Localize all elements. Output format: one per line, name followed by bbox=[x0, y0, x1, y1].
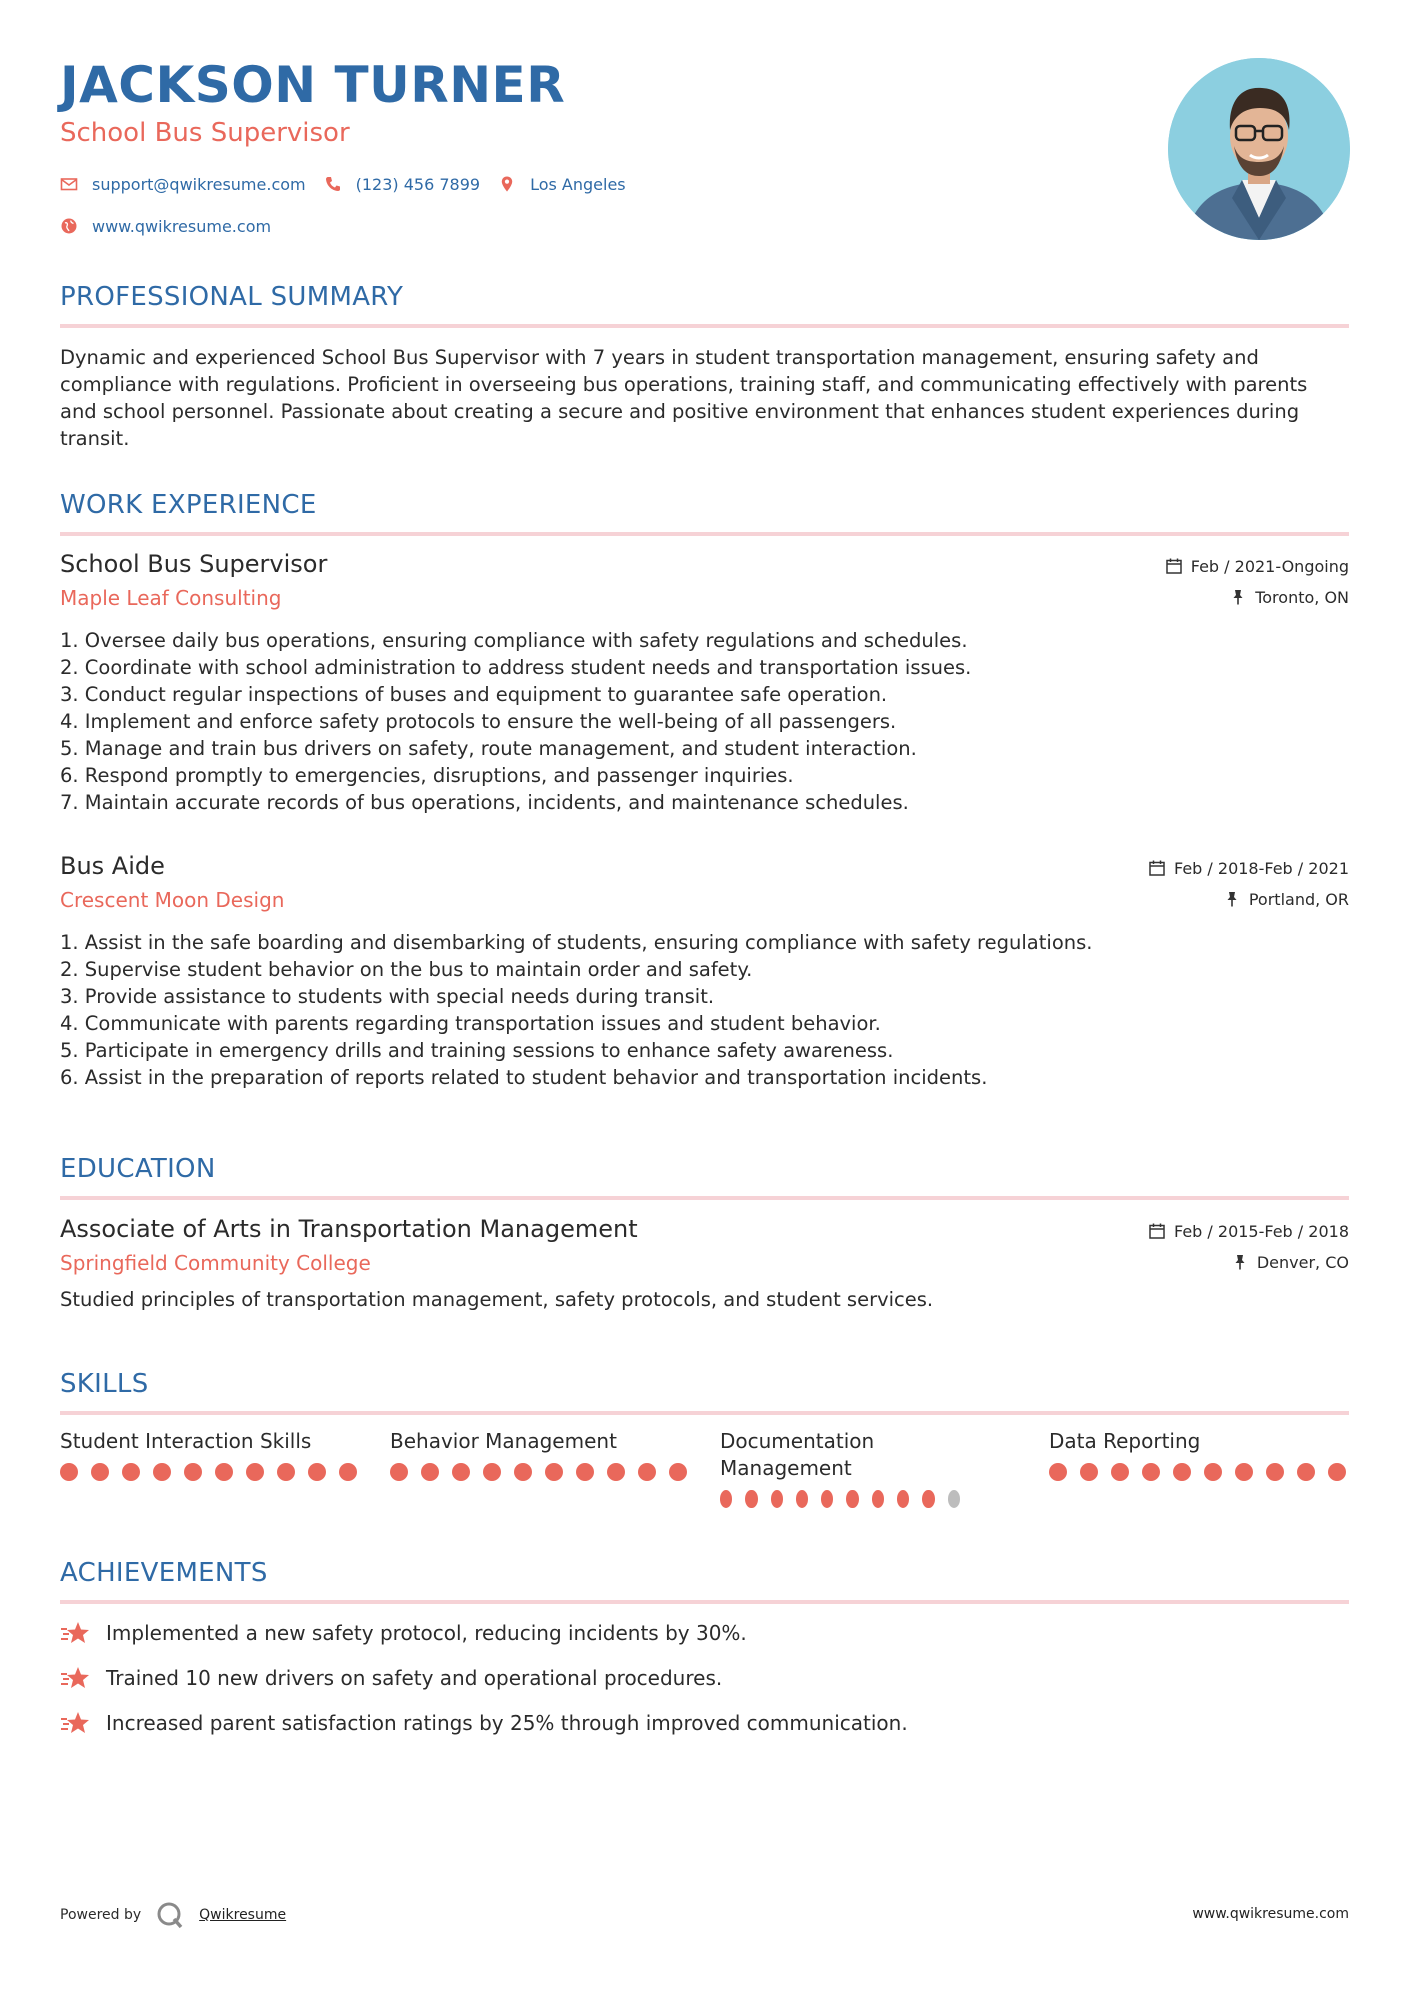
rating-dot-filled bbox=[607, 1463, 625, 1481]
calendar-icon bbox=[1165, 557, 1183, 575]
skill-item bbox=[720, 1428, 960, 1508]
summary-section-header bbox=[60, 281, 1349, 328]
rating-dot-filled bbox=[421, 1463, 439, 1481]
job-title: School Bus Supervisor bbox=[60, 550, 328, 578]
rating-dot-filled bbox=[745, 1490, 757, 1508]
rating-dot-filled bbox=[514, 1463, 532, 1481]
job-location: Toronto, ON bbox=[1255, 587, 1349, 607]
rating-dot-filled bbox=[1235, 1463, 1253, 1481]
job-meta bbox=[1165, 555, 1349, 617]
rating-dot-filled bbox=[308, 1463, 326, 1481]
avatar-illustration bbox=[1168, 58, 1350, 240]
job-company: Crescent Moon Design bbox=[60, 888, 285, 912]
rating-dot-filled bbox=[60, 1463, 78, 1481]
star-icon bbox=[60, 1665, 90, 1691]
skill-item bbox=[1049, 1428, 1349, 1481]
rating-dot-filled bbox=[872, 1490, 884, 1508]
section-divider bbox=[60, 324, 1349, 328]
rating-dot-filled bbox=[153, 1463, 171, 1481]
candidate-name: JACKSON TURNER bbox=[60, 56, 566, 114]
skill-name: Student Interaction Skills bbox=[60, 1429, 312, 1453]
list-item: 4. Communicate with parents regarding transportation issues and student behavior. bbox=[60, 1012, 881, 1035]
summary-heading: PROFESSIONAL SUMMARY bbox=[60, 282, 404, 312]
skill-rating bbox=[60, 1463, 360, 1481]
list-item: 7. Maintain accurate records of bus operations, incidents, and maintenance schedules. bbox=[60, 791, 909, 814]
list-item: 2. Coordinate with school administration to address student needs and transportation issues. bbox=[60, 656, 972, 679]
section-divider bbox=[60, 532, 1349, 536]
location-text: Los Angeles bbox=[530, 174, 626, 194]
skills-grid bbox=[60, 1428, 1349, 1518]
email-icon bbox=[60, 175, 78, 193]
candidate-title: School Bus Supervisor bbox=[60, 118, 350, 148]
star-icon bbox=[60, 1620, 90, 1646]
achievements-section-header bbox=[60, 1557, 1349, 1604]
skill-item bbox=[60, 1428, 360, 1481]
degree-title: Associate of Arts in Transportation Management bbox=[60, 1215, 638, 1243]
list-item: 1. Assist in the safe boarding and disembarking of students, ensuring compliance with safety regulations. bbox=[60, 931, 1093, 954]
education-location: Denver, CO bbox=[1256, 1252, 1349, 1272]
rating-dot-filled bbox=[390, 1463, 408, 1481]
rating-dot-filled bbox=[638, 1463, 656, 1481]
powered-by-label: Powered by bbox=[60, 1907, 142, 1923]
school-name: Springfield Community College bbox=[60, 1251, 371, 1275]
skill-rating bbox=[1049, 1463, 1349, 1481]
job-meta bbox=[1148, 857, 1349, 919]
rating-dot-filled bbox=[246, 1463, 264, 1481]
rating-dot-filled bbox=[122, 1463, 140, 1481]
education-description: Studied principles of transportation management, safety protocols, and student services. bbox=[60, 1288, 934, 1311]
skill-name: Documentation Management bbox=[720, 1429, 875, 1480]
job-location: Portland, OR bbox=[1248, 889, 1349, 909]
rating-dot-filled bbox=[1080, 1463, 1098, 1481]
section-divider bbox=[60, 1600, 1349, 1604]
rating-dot-filled bbox=[771, 1490, 783, 1508]
achievement-item bbox=[60, 1618, 1349, 1648]
achievements-list bbox=[60, 1618, 1349, 1753]
rating-dot-filled bbox=[184, 1463, 202, 1481]
rating-dot-filled bbox=[846, 1490, 858, 1508]
list-item: 6. Respond promptly to emergencies, disruptions, and passenger inquiries. bbox=[60, 764, 794, 787]
skill-rating bbox=[720, 1490, 960, 1508]
list-item: 5. Manage and train bus drivers on safety, route management, and student interaction. bbox=[60, 737, 917, 760]
skill-name: Data Reporting bbox=[1049, 1429, 1201, 1453]
job-dates: Feb / 2021-Ongoing bbox=[1190, 556, 1349, 576]
achievements-heading: ACHIEVEMENTS bbox=[60, 1558, 268, 1588]
website-link[interactable]: www.qwikresume.com bbox=[92, 216, 272, 236]
experience-section-header bbox=[60, 489, 1349, 536]
section-divider bbox=[60, 1411, 1349, 1415]
map-pin-icon bbox=[498, 175, 516, 193]
calendar-icon bbox=[1148, 859, 1166, 877]
job-title: Bus Aide bbox=[60, 852, 165, 880]
qwikresume-logo-icon bbox=[155, 1900, 185, 1930]
email-link[interactable]: support@qwikresume.com bbox=[92, 174, 306, 194]
rating-dot-filled bbox=[897, 1490, 909, 1508]
pin-icon bbox=[1229, 588, 1247, 606]
brand-link[interactable]: Qwikresume bbox=[199, 1907, 287, 1923]
education-meta bbox=[1148, 1220, 1349, 1282]
list-item: 5. Participate in emergency drills and training sessions to enhance safety awareness. bbox=[60, 1039, 894, 1062]
contact-info bbox=[60, 172, 626, 256]
globe-icon bbox=[60, 217, 78, 235]
rating-dot-filled bbox=[922, 1490, 934, 1508]
rating-dot-filled bbox=[215, 1463, 233, 1481]
rating-dot-filled bbox=[545, 1463, 563, 1481]
rating-dot-filled bbox=[1328, 1463, 1346, 1481]
rating-dot-filled bbox=[1204, 1463, 1222, 1481]
rating-dot-filled bbox=[339, 1463, 357, 1481]
rating-dot-filled bbox=[669, 1463, 687, 1481]
education-entry bbox=[60, 1214, 1349, 1313]
rating-dot-filled bbox=[1049, 1463, 1067, 1481]
rating-dot-filled bbox=[1266, 1463, 1284, 1481]
phone-icon bbox=[324, 175, 342, 193]
pin-icon bbox=[1231, 1253, 1249, 1271]
list-item: 4. Implement and enforce safety protocols to ensure the well-being of all passengers. bbox=[60, 710, 897, 733]
section-divider bbox=[60, 1196, 1349, 1200]
rating-dot-filled bbox=[91, 1463, 109, 1481]
skill-item bbox=[390, 1428, 690, 1481]
rating-dot-filled bbox=[1173, 1463, 1191, 1481]
rating-dot-filled bbox=[821, 1490, 833, 1508]
rating-dot-filled bbox=[720, 1490, 732, 1508]
list-item: 1. Oversee daily bus operations, ensuring compliance with safety regulations and schedules. bbox=[60, 629, 968, 652]
rating-dot-filled bbox=[1297, 1463, 1315, 1481]
achievement-item bbox=[60, 1708, 1349, 1738]
rating-dot-filled bbox=[1111, 1463, 1129, 1481]
resume-page bbox=[60, 0, 1349, 1990]
rating-dot-filled bbox=[483, 1463, 501, 1481]
skills-section-header bbox=[60, 1368, 1349, 1415]
education-section-header bbox=[60, 1153, 1349, 1200]
rating-dot-empty bbox=[948, 1490, 960, 1508]
list-item: 3. Conduct regular inspections of buses and equipment to guarantee safe operation. bbox=[60, 683, 888, 706]
achievement-text: Implemented a new safety protocol, reducing incidents by 30%. bbox=[106, 1621, 747, 1645]
rating-dot-filled bbox=[576, 1463, 594, 1481]
job-entry-1 bbox=[60, 549, 1349, 816]
job-company: Maple Leaf Consulting bbox=[60, 586, 282, 610]
rating-dot-filled bbox=[277, 1463, 295, 1481]
achievement-text: Increased parent satisfaction ratings by 25% through improved communication. bbox=[106, 1711, 908, 1735]
list-item: 3. Provide assistance to students with special needs during transit. bbox=[60, 985, 715, 1008]
skill-name: Behavior Management bbox=[390, 1429, 617, 1453]
rating-dot-filled bbox=[452, 1463, 470, 1481]
job-bullets bbox=[60, 929, 1349, 1091]
list-item: 2. Supervise student behavior on the bus to maintain order and safety. bbox=[60, 958, 753, 981]
phone-number[interactable]: (123) 456 7899 bbox=[355, 174, 481, 194]
star-icon bbox=[60, 1710, 90, 1736]
job-dates: Feb / 2018-Feb / 2021 bbox=[1174, 858, 1349, 878]
job-bullets bbox=[60, 627, 1349, 816]
skills-heading: SKILLS bbox=[60, 1369, 149, 1399]
calendar-icon bbox=[1148, 1222, 1166, 1240]
achievement-item bbox=[60, 1663, 1349, 1693]
rating-dot-filled bbox=[1142, 1463, 1160, 1481]
education-heading: EDUCATION bbox=[60, 1154, 216, 1184]
profile-photo bbox=[1168, 58, 1350, 240]
rating-dot-filled bbox=[796, 1490, 808, 1508]
skill-rating bbox=[390, 1463, 690, 1481]
list-item: 6. Assist in the preparation of reports related to student behavior and transportation incidents. bbox=[60, 1066, 988, 1089]
experience-heading: WORK EXPERIENCE bbox=[60, 490, 317, 520]
summary-text: Dynamic and experienced School Bus Supervisor with 7 years in student transportation management, ensuring safety and compliance with regulations. Proficient in overseeing bus operations, training staff, and communicating effectively with parents and school personnel. Passionate about creating a secure and positive environment that enhances student experiences during transit. bbox=[60, 346, 1308, 450]
job-entry-2 bbox=[60, 851, 1349, 1091]
pin-icon bbox=[1223, 890, 1241, 908]
achievement-text: Trained 10 new drivers on safety and operational procedures. bbox=[106, 1666, 723, 1690]
footer-website-link[interactable]: www.qwikresume.com bbox=[1192, 1906, 1349, 1922]
education-dates: Feb / 2015-Feb / 2018 bbox=[1174, 1221, 1349, 1241]
